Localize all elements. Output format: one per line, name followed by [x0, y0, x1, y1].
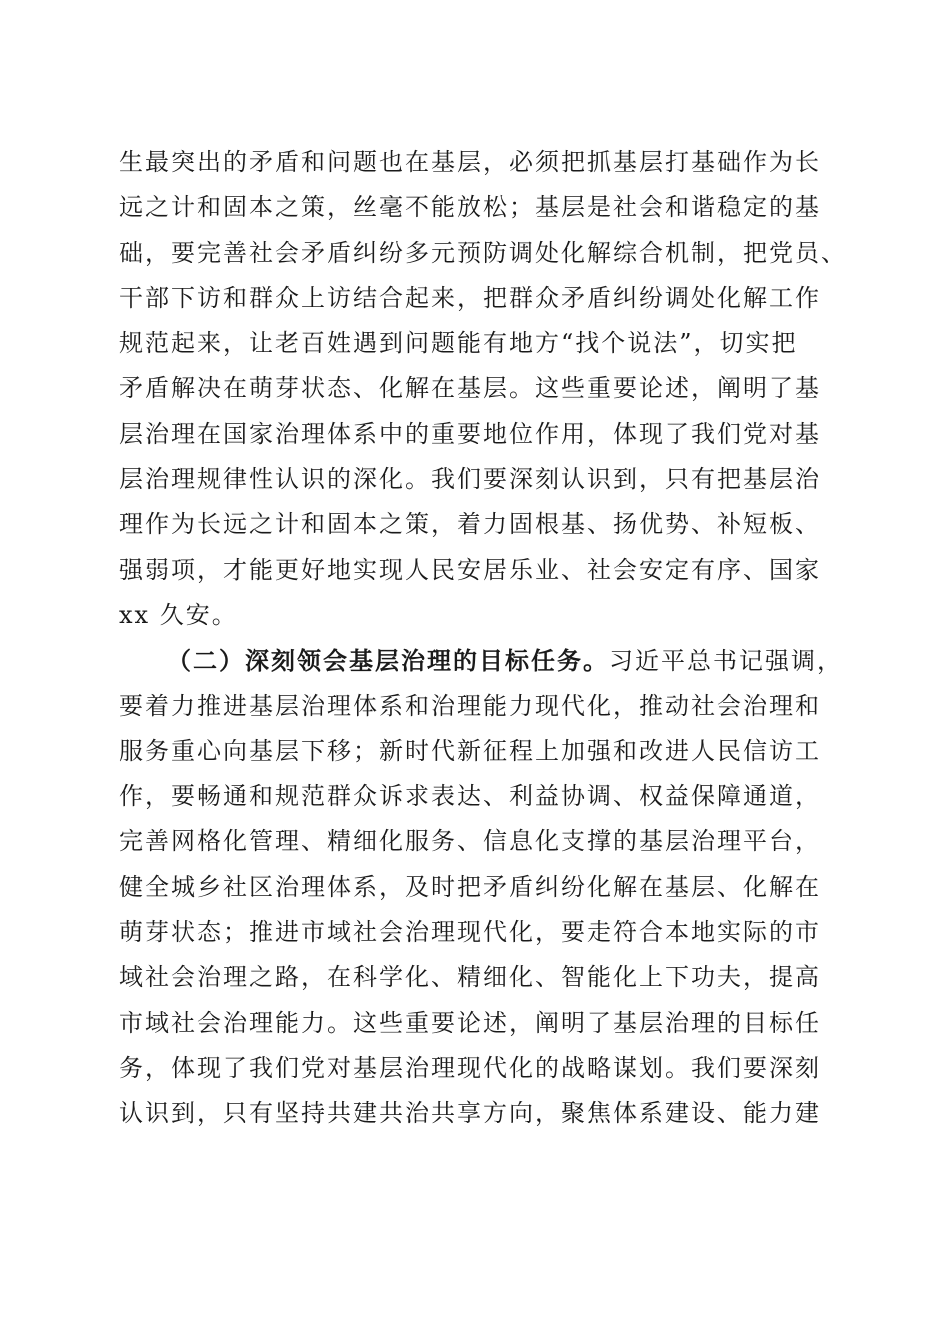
paragraph-line: 强弱项，才能更好地实现人民安居乐业、社会安定有序、国家	[119, 555, 821, 584]
section-heading-line	[119, 638, 843, 683]
paragraph-line-rest: 习近平总书记强调，	[609, 647, 843, 676]
paragraph-line: 生最突出的矛盾和问题也在基层，必须把抓基层打基础作为长	[119, 148, 821, 176]
paragraph-line: 认识到，只有坚持共建共治共享方向，聚焦体系建设、能力建	[119, 1099, 821, 1128]
paragraph-line: 市域社会治理能力。这些重要论述，阐明了基层治理的目标任	[119, 1008, 821, 1037]
paragraph-line: 域社会治理之路，在科学化、精细化、智能化上下功夫，提高	[119, 963, 821, 992]
document-body	[119, 140, 847, 1137]
paragraph-line: 础，要完善社会矛盾纠纷多元预防调处化解综合机制，把党员、	[119, 238, 847, 267]
paragraph-line: 矛盾解决在萌芽状态、化解在基层。这些重要论述，阐明了基	[119, 374, 821, 403]
paragraph-line: 干部下访和群众上访结合起来，把群众矛盾纠纷调处化解工作	[119, 283, 821, 312]
paragraph-line: xx 久安。	[119, 600, 238, 629]
paragraph-line: 健全城乡社区治理体系，及时把矛盾纠纷化解在基层、化解在	[119, 872, 821, 901]
paragraph-line: 层治理规律性认识的深化。我们要深刻认识到，只有把基层治	[119, 465, 821, 494]
paragraph-line: 远之计和固本之策，丝毫不能放松；基层是社会和谐稳定的基	[119, 193, 821, 222]
paragraph-line: 服务重心向基层下移；新时代新征程上加强和改进人民信访工	[119, 736, 821, 765]
paragraph-line: 规范起来，让老百姓遇到问题能有地方“找个说法”，切实把	[119, 329, 798, 358]
section-heading: （二）深刻领会基层治理的目标任务。	[167, 646, 609, 676]
paragraph-line: 理作为长远之计和固本之策，着力固根基、扬优势、补短板、	[119, 510, 821, 539]
paragraph-line: 要着力推进基层治理体系和治理能力现代化，推动社会治理和	[119, 691, 821, 720]
paragraph-line: 务，体现了我们党对基层治理现代化的战略谋划。我们要深刻	[119, 1053, 821, 1082]
paragraph-line: 层治理在国家治理体系中的重要地位作用，体现了我们党对基	[119, 419, 821, 448]
paragraph-line: 完善网格化管理、精细化服务、信息化支撑的基层治理平台，	[119, 827, 821, 856]
paragraph-line: 萌芽状态；推进市域社会治理现代化，要走符合本地实际的市	[119, 918, 821, 947]
paragraph-line: 作，要畅通和规范群众诉求表达、利益协调、权益保障通道，	[119, 782, 821, 811]
